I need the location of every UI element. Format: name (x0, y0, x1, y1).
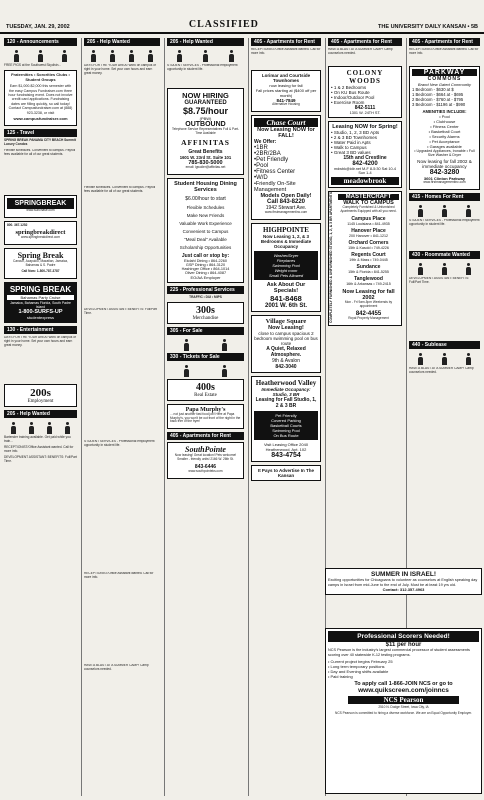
chase-item: •Pool (254, 162, 269, 169)
dining-wage: $6.00/hour to start (185, 195, 226, 202)
summer-title: SUMMER IN ISRAEL! (371, 571, 436, 578)
heatherwood-title: Heatherwood Valley (255, 378, 317, 387)
ncs-item: • Paid training (328, 674, 353, 680)
walk-name: Orchard Corners (348, 239, 389, 246)
person-icon (62, 50, 67, 62)
lorimar-alt: Alternative Housing (272, 102, 300, 106)
chase-item: •Pet Friendly (254, 156, 289, 163)
ncs-eoe: NCS Pearson is committed to hiring a diverse workforce. We are an Equal Opportunity Employer. (335, 711, 472, 716)
lorimar-phone: 841-7849 (276, 98, 296, 103)
colony-title: COLONY WOODS (346, 69, 384, 85)
realestate-label: Real Estate (194, 392, 217, 398)
highpointe-feature: Fireplaces (276, 257, 296, 263)
chase-item: •Friendly On-Site Management (254, 180, 296, 193)
walk-phone-main: 842-4455 (355, 310, 382, 317)
springbreak-1-url[interactable]: www.sunchase.com (26, 207, 55, 212)
highpointe-phone: 841-8468 (270, 293, 302, 303)
heatherwood-immediate: Immediate Occupancy: Studio, 3 BR (261, 386, 311, 397)
travel-text: SPRING BREAK PANAMA CITY BEACH Summit Luxury Condos (4, 137, 76, 146)
parkway-amen: • Clubhouse (433, 119, 456, 124)
employment-label: Employment (27, 399, 54, 405)
colony-woods-ad (328, 66, 402, 118)
dining-stop: Just call or stop by: (181, 252, 230, 259)
chase-item: •2BR/2BA (254, 150, 281, 157)
meadowbrook-hours: mdwbk@idir.net M-F 8-5:30 Sat 10-4 Sun 1-4 (333, 167, 397, 175)
person-icon (177, 50, 182, 62)
affinitas-guaranteed: GUARANTEED (184, 100, 227, 106)
header-440: 440 - Sublease (409, 341, 480, 349)
springbreak-1-logo: SPRINGBREAK (7, 198, 74, 209)
roommate-text: DEVELOPMENT ASSISTANT: BENEFITS: Full/Part Time. (409, 276, 470, 284)
mastercraft-side (329, 192, 336, 325)
person-icon (466, 263, 471, 275)
highpointe-special: Ask About Our Specials! (266, 281, 306, 294)
walk-phone: 1145 Louisiana • 841-4935 (347, 221, 390, 226)
homes-text: STUDENT SERVICES - Professional employment opportunity in student life. (409, 218, 480, 226)
header-120: 120 - Announcements (4, 38, 77, 46)
person-icon (418, 205, 423, 217)
colony-item: • On KU Bus Route (331, 90, 370, 95)
column-3 (164, 38, 246, 796)
announcement-art (4, 48, 77, 62)
header-405-col6: 405 - Apartments for Rent (409, 38, 480, 46)
lorimar-ad (251, 70, 321, 112)
chase-address: 1942 Stewart Ave. (265, 204, 307, 211)
header-205-col2: 205 - Help Wanted (84, 38, 160, 46)
person-icon (47, 422, 52, 434)
person-icon (222, 339, 227, 351)
parkway-url[interactable]: www.firstmanagementinc.com (423, 180, 466, 184)
walk-now: Now Leasing for fall 2002 (342, 288, 395, 301)
springbreak-ad-3 (4, 248, 77, 279)
meadowbrook-logo: meadowbrook (331, 177, 399, 185)
walk-phone: 16th & Arkansas • 749-2415 (346, 281, 391, 286)
heatherwood-phone: 843-4754 (271, 451, 301, 459)
person-icon (466, 353, 471, 365)
southpointe-url[interactable]: www.southpointeks.com (188, 469, 223, 474)
parkway-sub: COMMONS (427, 76, 462, 82)
person-icon (418, 263, 423, 275)
meadowbrook-item: • Walk to Campus (331, 145, 367, 150)
dining-title: Student Housing Dining Services (174, 180, 237, 194)
highpointe-features (254, 251, 318, 280)
colony-addr: 1301 W. 24TH ST. (349, 111, 381, 115)
highpointe-leasing: Now Leasing 1, 2, & 3 Bedrooms & Immediate Occupancy (260, 233, 312, 249)
southpointe-logo: SouthPointe (185, 445, 226, 455)
homes-art (409, 203, 480, 217)
header-430: 430 - Roommate Wanted (409, 251, 480, 259)
sublease-text: HAVE A BLAST AT A SUMMER CAMP! Camp counselors needed. (409, 366, 474, 374)
parkway-phone: 842-3280 (429, 169, 460, 176)
employment-number: 200s (30, 387, 51, 400)
affinitas-email[interactable]: email: lgwoiler@affinitas.net (185, 164, 226, 169)
summer-israel-ad (325, 568, 482, 595)
village-phone: 842-3040 (275, 363, 297, 370)
dining-item: Valuable Work Experience (179, 220, 232, 226)
header-305: 305 - For Sale (167, 327, 244, 335)
walk-name: Regents Court (351, 251, 386, 258)
springbreak-ad-1 (4, 195, 77, 218)
summer-body: Exciting opportunities for Chicagoans to volunteer as counselors at English speaking day camps in Israel from mid-June to the end of July. Must be at least 19 yrs old. (328, 578, 478, 587)
ncs-pearson-ad (325, 628, 482, 794)
walk-name: Hanover Place (351, 227, 386, 234)
person-icon (418, 353, 423, 365)
pays-to-advertise: It Pays to Advertise In The Kansan (251, 465, 321, 481)
help-wanted-text-2: RECEPTIONIST/Office Assistant wanted. Call for more info. (4, 444, 74, 453)
colony-item: • Exercise Room (331, 100, 365, 105)
colony-phone: 842-5111 (354, 105, 376, 111)
colony-item: • 1 & 2 Bedrooms (331, 85, 367, 90)
col2-text-4: STUDENT SERVICES - Professional employment opportunity in student life. (84, 440, 155, 447)
header-205-col1: 205 - Help Wanted (4, 410, 77, 418)
masthead (0, 0, 484, 34)
parkway-price: 2 Bedroom - $760 at - $795 (412, 97, 464, 102)
dining-ad (167, 178, 244, 283)
lorimar-head: Lorimar and Courtside Townhomes (261, 73, 311, 83)
col2-text-3: DEVELOPMENT ASSISTANT: BENEFITS: Full/Part Time. (84, 308, 157, 315)
person-icon (222, 365, 227, 377)
springbreak-4-phone: 1-800-SURFS-UP (18, 309, 63, 316)
parkway-amen: • Upgraded Appliances, Ironable • Full Size Washer & Dryer (414, 149, 475, 157)
ncs-item: • Current project begins February 25 (328, 659, 393, 665)
parkway-price: 1 Bedroom - $630 at $ (412, 87, 454, 92)
colony-item: • Indoor/Outdoor Pool (331, 95, 375, 100)
header-415: 415 - Homes For Rent (409, 193, 480, 201)
affinitas-wage: $8.75/hour (182, 106, 229, 116)
ncs-logo: NCS Pearson (348, 696, 459, 704)
chase-url[interactable]: www.firstmanagementinc.com (264, 209, 308, 214)
village-quiet: A Quiet, Relaxed Atmosphere. (266, 345, 306, 358)
affinitas-phone: 785-830-5000 (188, 159, 223, 166)
person-icon (184, 339, 189, 351)
person-icon (65, 422, 70, 434)
village-square-ad (251, 315, 321, 373)
parkway-commons-ad (409, 66, 480, 190)
parkway-amen: • Basketball Court (428, 129, 461, 134)
walk-title: WALK TO CAMPUS (343, 200, 394, 206)
header-405-col5: 405 - Apartments for Rent (328, 38, 402, 46)
heatherwood-visit: Visit Leasing Office 2040 Heatherwood, Apt. 102 (263, 441, 309, 452)
ncs-apply: To apply call 1-866-JOIN NCS or go to (354, 681, 453, 688)
person-icon (91, 50, 96, 62)
person-icon (229, 50, 234, 62)
walk-name: Sundance (356, 263, 381, 270)
header-405-col4: 405 - Apartments for Rent (251, 38, 321, 46)
dining-item: Scholarship Opportunities (179, 244, 232, 250)
roommate-art (409, 261, 480, 275)
header-205-col3: 205 - Help Wanted (167, 38, 244, 46)
meadowbrook-item: • Great 3 BD values (331, 150, 371, 155)
papa-murphys-text: ... not just another fast food job! Here at Papa Murphy's, you won't be out front of the night in the back frier of the fryer! (170, 411, 241, 424)
realestate-number: 400s (196, 381, 215, 393)
springbreak-ad-4 (4, 282, 77, 323)
header-130: 130 - Entertainment (4, 326, 77, 334)
traffic-ad: TRAFFIC • DUI • MIPS (189, 294, 222, 299)
meadowbrook-addr: 15th and Crestline (343, 155, 387, 161)
highpointe-ad (251, 223, 321, 312)
header-225: 225 - Professional Services (167, 286, 244, 294)
chase-offer: We Offer: (254, 138, 277, 145)
lorimar-sub: now leasing for fall (269, 83, 303, 88)
affinitas-pbw: (PBW) (199, 116, 212, 121)
merch-300s (167, 302, 244, 324)
ncs-title: Professional Scorers Needed! (328, 631, 479, 642)
summer-contact: Contact: 312.357.4963 (382, 587, 425, 593)
dining-loc: Ekdahl Dining • 864-2260 (184, 258, 227, 263)
affinitas-address: 1601 W. 23rd St. Suite 101 (179, 154, 232, 160)
walk-list (338, 216, 399, 286)
highpointe-feature: Swimming Pool (272, 262, 300, 268)
walk-phone: 15th & Florida • 841-5255 (348, 269, 389, 274)
dining-item: Convenient to Campus (182, 228, 229, 234)
person-icon (442, 353, 447, 365)
column-2 (81, 38, 162, 796)
springbreak-ad-2 (4, 221, 77, 246)
person-icon (442, 205, 447, 217)
help-wanted-text-3: DEVELOPMENT ASSISTANT: BENEFITS: Full/Part Time. (4, 454, 77, 463)
affinitas-ad (167, 88, 244, 175)
papa-murphys-logo: Papa Murphy's (185, 406, 226, 413)
heatherwood-feature: Swimming Pool (272, 427, 300, 433)
walk-name: Campus Place (351, 215, 386, 222)
highpointe-feature: Washer/Dryer (273, 252, 299, 258)
ncs-url[interactable]: www.quikscreen.com/joinncs (358, 687, 449, 695)
announcement-text: FREE PIGS at the Southwest Skydivin... (4, 63, 62, 67)
dining-loc: Oliver Dining • 864-4087 (184, 270, 227, 275)
ncs-wage: $11 per hour (385, 642, 422, 648)
village-addr: 9th & Avalon (272, 357, 300, 364)
walk-company: Royal Property Management (348, 315, 389, 320)
dining-loc: Hashinger Office • 864-1014 (181, 266, 230, 271)
merch-label: Merchandise (192, 315, 219, 321)
village-title: Village Square (265, 317, 307, 325)
sublease-art (409, 351, 480, 365)
parkway-amen: • Pet Acceptance (429, 139, 460, 144)
highpointe-title: HIGHPOINTE (263, 225, 309, 234)
walk-phone: 19th & Mass • 749-0445 (349, 257, 388, 262)
dining-item: Make New Friends (186, 212, 225, 218)
heatherwood-fall: Leasing for Fall Studio, 1, 2 & 3 BR (255, 396, 317, 409)
col2-text-1: DAYS FOR THE YOUR AREA! Work on campus or right in your home. Set your own hours and earn great money. (84, 64, 157, 75)
highpointe-feature: Small Pets Allowed (268, 272, 304, 278)
person-icon (11, 422, 16, 434)
ncs-body: NCS Pearson is the industry's largest commercial processor of student assessments scoring over 40 statewide K-12 testing programs. (328, 648, 470, 657)
southpointe-phone: 843-6446 (194, 464, 217, 471)
southpointe-text: Now leasing! Great location! Pets welcome! Smaller - friendly units! 2166 W. 26th St. (174, 453, 237, 462)
person-icon (110, 50, 115, 62)
paper-name: THE UNIVERSITY DAILY KANSAN • 5B (378, 24, 478, 30)
dining-items (170, 205, 241, 250)
fundraiser-head: Fraternities • Sororities Clubs • Student Groups (11, 71, 70, 82)
affinitas-sub: Telephone Service Representatives Full & Part-Time Available (172, 127, 239, 135)
springbreak-4-sub: Jamaica, Bahamas Florida, South Padre Island (10, 301, 71, 310)
help-wanted-art (4, 420, 77, 434)
springbreak-3-phone: Call Now: 1-800-787-3787 (21, 269, 60, 274)
highpointe-feature: Weight room (274, 267, 298, 273)
mastercraft-side-text: COMPLETELY FURNISHED & UNFURNISHED STUDIO, 1, 2, & 3 BR APARTMENTS (329, 192, 333, 323)
chase-court-ad (251, 115, 321, 220)
walk-phone: 15th & Kasold • 749-4226 (348, 245, 389, 250)
village-leasing: Now Leasing! (268, 324, 304, 331)
parkway-amen: • Fitness Center (430, 124, 459, 129)
springbreak-3-body: Cancun, Acapulco, Mazatlan, Jamaica, Bahamas & S. Padre (13, 259, 68, 268)
heatherwood-feature: Pet Friendly (275, 412, 297, 418)
parkway-amen: • Pool (439, 114, 450, 119)
merch-number: 300s (196, 304, 215, 316)
entertainment-text: DAYS FOR THE YOUR AREA! Work on campus or right in your home. Set your own hours and earn great money. (4, 336, 77, 347)
person-icon (129, 50, 134, 62)
dining-item: Flexible Schedules (186, 204, 225, 210)
meadowbrook-item: • 2 & 3 BD Townhomes (331, 135, 378, 140)
section-title: CLASSIFIED (188, 19, 259, 30)
for-sale-art (167, 337, 244, 351)
parkway-amen: • Garages available (427, 144, 462, 149)
springbreak-2-logo: springbreakdirect (15, 229, 66, 237)
heatherwood-ad (251, 376, 321, 462)
affinitas-logo: AFFINITAS (181, 137, 230, 147)
person-icon (38, 50, 43, 62)
person-icon (148, 50, 153, 62)
ncs-item: • Day and Evening shifts available (328, 669, 389, 675)
issue-date: TUESDAY, JAN. 29, 2002 (6, 24, 70, 30)
lorimar-price: Fall prices starting at ($400 off per month) (255, 88, 317, 98)
parkway-tag: Brand New Gated Community (417, 82, 472, 87)
fundraiser-body: Earn $1,000-$2,000 this semester with the easy Campus Fundraiser.com three hour fundraising event. Does not involve credit card applications. Fundraising dates are filling quickly, so call today! Contact Campusfundraiser.com at (888) 923-3238, or visit (8, 84, 73, 115)
meadowbrook-ad (328, 121, 402, 188)
walk-office: Mon - Fri 9am-5pm Weekends by appointment (344, 299, 393, 308)
col3-intro: STUDENT SERVICES - Professional employment opportunity in student life. (167, 64, 238, 71)
chase-item: •1BR (254, 144, 268, 151)
help-wanted-art-3 (167, 48, 244, 62)
affinitas-title: NOW HIRING (182, 91, 229, 100)
walk-phone: 200 Hanover • 841-1212 (348, 233, 389, 238)
parkway-amen-head: AMENITIES INCLUDE: (422, 109, 467, 114)
header-405-col3: 405 - Apartments for Rent (167, 432, 244, 440)
travel-fine: Flexible schedules. Convenient to campus. Payroll fees available for all of our great students. (4, 148, 76, 156)
person-icon (442, 263, 447, 275)
col2-text-6: HAVE A BLAST AT A SUMMER CAMP! Camp counselors needed. (84, 664, 149, 671)
employment-200s (4, 384, 77, 407)
parkway-price: 1 Bedroom - $664 at - $695 (412, 92, 464, 97)
help-wanted-text: Bartender training available. Get paid while you train... (4, 435, 71, 443)
col5-intro: HAVE A BLAST AT A SUMMER CAMP! Camp counselors needed. (328, 48, 393, 55)
fundraiser-ad (4, 70, 77, 126)
fundraiser-url[interactable]: www.campusfundraiser.com (13, 115, 68, 121)
dining-item: "Meal Deal" Available (184, 236, 227, 242)
heatherwood-features (254, 411, 318, 440)
header-125: 125 - Travel (4, 129, 77, 137)
southpointe-ad (167, 442, 244, 479)
parkway-price: 3 Bedroom - $1196 at - $990 (412, 102, 466, 107)
papa-murphys-ad (167, 404, 244, 430)
dining-loc: GSP Dining • 864-3120 (185, 262, 226, 267)
col6-intro: RECEPTIONIST/Office Assistant wanted. Call for more info. (409, 48, 479, 55)
springbreak-3-title: Spring Break (17, 251, 64, 261)
heatherwood-feature: Basketball Courts (270, 422, 302, 428)
dining-eoe: EO/AA Employer (190, 274, 221, 280)
help-wanted-art-2 (84, 48, 160, 62)
chase-title: Chase Court (254, 118, 318, 127)
mastercraft-logo: MASTERCRAFT (338, 194, 399, 200)
parkway-addr: 3601 Clinton Parkway (423, 176, 466, 181)
parkway-brand: PARKWAY (412, 69, 477, 76)
walk-sub: Completely Furnished & Unfurnished Apartments Equipped with all you need. (340, 205, 397, 213)
meadowbrook-item: • Water Paid in Apts (331, 140, 371, 145)
parkway-leasing: Now leasing for fall 2002 & immediate occupancy (417, 159, 472, 169)
mastercraft-ad (328, 191, 402, 326)
col2-text-5: RECEPTIONIST/Office Assistant wanted. Call for more info. (84, 572, 154, 579)
col2-text-2: Flexible schedules. Convenient to campus. Payroll fees available for all of our great students. (84, 186, 156, 193)
person-icon (203, 50, 208, 62)
village-close: close to campus spacious 2 bedroom swimming pool on bus route (254, 330, 318, 346)
col4-intro: RECEPTIONIST/Office Assistant wanted. Call for more info. (251, 48, 321, 55)
person-icon (466, 205, 471, 217)
highpointe-address: 2001 W. 6th St. (264, 302, 307, 309)
ncs-item: • Long term temporary positions (328, 664, 385, 670)
person-icon (14, 50, 19, 62)
springbreak-2-url[interactable]: www.springbreakdirect.com (21, 235, 60, 240)
header-330: 330 - Tickets for Sale (167, 353, 244, 361)
meadowbrook-phone: 842-4200 (352, 161, 378, 167)
chase-phone: Call 843-8220 (266, 198, 306, 205)
heatherwood-feature: Covered Parking (271, 417, 301, 423)
meadowbrook-item: • Studio, 1, 2, 3 BD Apts (331, 130, 380, 135)
column-1 (2, 38, 79, 796)
tickets-art (167, 363, 244, 377)
column-4 (248, 38, 323, 796)
springbreak-4-title: SPRING BREAK (9, 285, 72, 295)
person-icon (184, 365, 189, 377)
chase-item: •W/D (254, 174, 268, 181)
meadowbrook-title: Leasing NOW for Spring! (332, 124, 398, 130)
walk-name: Tanglewood (354, 275, 383, 282)
affinitas-outbound: OUTBOUND (185, 121, 226, 128)
chase-models: Models Open Daily! (260, 192, 312, 199)
springbreak-2-phone: 800. 367.1252 (7, 222, 28, 227)
springbreak-4-body: Bahamas Party Cruise (7, 295, 74, 300)
ncs-addr: 2510 N. Dodge Street, Iowa City, IA (378, 705, 429, 710)
springbreak-4-url[interactable]: studentexpress (26, 315, 55, 321)
heatherwood-feature: On Bus Route (273, 432, 299, 438)
chase-leasing: Now Leasing NOW for FALL! (257, 126, 315, 139)
person-icon (29, 422, 34, 434)
chase-item: •Fitness Center (254, 168, 296, 175)
realestate-400s (167, 379, 244, 401)
parkway-amen: • Security Alarms (429, 134, 460, 139)
affinitas-benefits: Great Benefits (188, 148, 223, 155)
